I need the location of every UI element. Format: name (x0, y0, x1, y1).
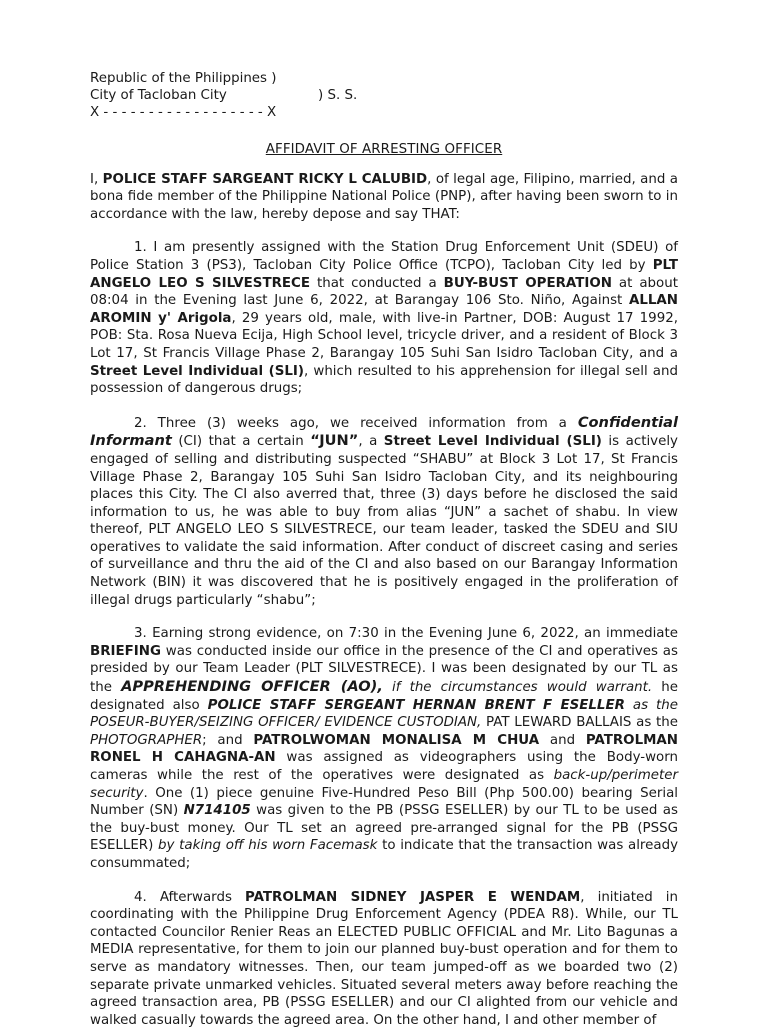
p3-text-q: . One (1) piece genuine Five-Hundred Peso Bill (Php 500.00) bearing Serial Number (SN) (90, 785, 678, 819)
p2-text-e: , a (358, 434, 384, 450)
caption-city-row (90, 87, 678, 104)
p2-text-a: 2. Three (3) weeks ago, we received information from a (134, 415, 578, 431)
affiant-name: POLICE STAFF SARGEANT RICKY L CALUBID (102, 171, 428, 187)
intro-text-a: I, (90, 171, 103, 187)
p2-alias: “JUN” (310, 432, 359, 450)
paragraph-2 (90, 414, 678, 610)
p3-text-k: ; and (202, 732, 254, 748)
p1-text-e: at about 08:04 in the Evening last June 6, 2022, at Barangay 106 Sto. Niño, Against (90, 275, 678, 309)
p3-text-c: was conducted inside our office in the presence of the CI and operatives as presided by our Team Leader (PLT SILVESTRECE). I was been designated by our TL as the (90, 643, 678, 696)
p3-videographer-1: PATROLWOMAN MONALISA M CHUA (253, 732, 540, 748)
p3-text-s: was given to the PB (PSSG ESELLER) by our TL to be used as the buy-bust money. Our TL set an agreed pre-arranged signal for the PB (PSSG ESELLER) (90, 803, 678, 854)
caption-city: City of Tacloban City (90, 88, 227, 103)
document-title: AFFIDAVIT OF ARRESTING OFFICER (265, 142, 503, 157)
intro-paragraph (90, 171, 678, 224)
p3-briefing: BRIEFING (90, 643, 161, 659)
paragraph-3 (90, 625, 678, 872)
p3-text-o: was assigned as videographers using the Body-worn cameras while the rest of the operatives were designated as (90, 750, 678, 783)
intro-text-c: , of legal age, Filipino, married, and a bona fide member of the Philippine National Police (PNP), after having been sworn to in accordance with the law, hereby depose and say THAT: (90, 171, 678, 222)
p1-operation: BUY-BUST OPERATION (443, 275, 612, 291)
p1-text-g: , 29 years old, male, with live-in Partner, DOB: August 17 1992, POB: Sta. Rosa Nueva Ecija, High School level, tricycle driver, and a resident of Block 3 Lot 17, St Francis Village Phase 2, Barangay 105 Suhi San Isidro Tacloban City, and a (90, 310, 678, 361)
paragraph-1 (90, 239, 678, 397)
p3-text-a: 3. Earning strong evidence, on 7:30 in the Evening June 6, 2022, an immediate (134, 626, 678, 642)
caption-ss: ) S. S. (318, 88, 358, 103)
p3-text-i: PAT LEWARD BALLAIS as the (481, 715, 678, 731)
paragraph-4 (90, 889, 678, 1029)
p3-text-e: if the circumstances would warrant. (382, 680, 653, 696)
document-caption (90, 70, 678, 121)
p4-text-a: 4. Afterwards (134, 889, 246, 905)
p3-text-f: he designated also (90, 680, 678, 713)
p3-photographer: PHOTOGRAPHER (90, 732, 203, 748)
p3-text-u: to indicate that the transaction was already consummated; (90, 838, 678, 871)
p4-officer: PATROLMAN SIDNEY JASPER E WENDAM (245, 889, 581, 905)
caption-republic: Republic of the Philippines ) (90, 71, 277, 86)
p1-team-leader: PLT ANGELO LEO S SILVESTRECE (90, 257, 678, 291)
p3-backup-role: back-up/perimeter security (90, 768, 678, 801)
p4-text-c: , initiated in coordinating with the Philippine Drug Enforcement Agency (PDEA R8). While, our TL contacted Councilor Renier Reas an ELECTED PUBLIC OFFICIAL and Mr. Lito Bagunas a MEDIA representative, for them to join our planned buy-bust operation and for them to serve as mandatory witnesses. Then, our team jumped-off as we boarded two (2) separate private unmarked vehicles. Situated several meters away before reaching the agreed transaction area, PB (PSSG ESELLER) and our CI alighted from our vehicle and walked casually towards the agreed area. On the other hand, I and other member of (90, 889, 678, 1028)
p3-role-pb: as the POSEUR-BUYER/SEIZING OFFICER/ EVIDENCE CUSTODIAN, (90, 697, 678, 731)
p2-text-c: (CI) that a certain (171, 434, 311, 450)
p3-ao-role: APPREHENDING OFFICER (AO), (121, 678, 383, 696)
p2-sli: Street Level Individual (SLI) (383, 434, 602, 450)
p3-signal: by taking off his worn Facemask (158, 838, 378, 854)
p1-text-c: that conducted a (310, 275, 444, 291)
caption-divider: X - - - - - - - - - - - - - - - - - - X (90, 105, 277, 120)
p3-videographer-2: PATROLMAN RONEL H CAHAGNA-AN (90, 732, 678, 766)
p1-suspect-name: ALLAN AROMIN y' Arigola (90, 293, 678, 326)
p3-serial-number: N714105 (183, 803, 251, 819)
p3-text-m: and (539, 732, 586, 748)
p1-sli: Street Level Individual (SLI) (90, 363, 304, 379)
p1-text-i: , which resulted to his apprehension for illegal sell and possession of dangerous drugs; (90, 363, 678, 397)
p2-informant: Confidential Informant (90, 413, 678, 450)
p2-text-g: is actively engaged of selling and distributing suspected “SHABU” at Block 3 Lot 17, St Francis Village Phase 2, Barangay 105 Suhi San Isidro Tacloban City, and its neighbouring places this City. The CI also averred that, three (3) days before he disclosed the said information to us, he was able to buy from alias “JUN” a sachet of shabu. In view thereof, PLT ANGELO LEO S SILVESTRECE, our team leader, tasked the SDEU and SIU operatives to validate the said information. After conduct of discreet casing and series of surveillance and thru the aid of the CI and also based on our Barangay Information Network (BIN) it was discovered that he is positively engaged in the proliferation of illegal drugs particularly “shabu”; (90, 434, 678, 608)
p1-text-a: 1. I am presently assigned with the Station Drug Enforcement Unit (SDEU) of Police Station 3 (PS3), Tacloban City Police Office (TCPO), Tacloban City led by (90, 240, 678, 273)
p3-poseur-buyer: POLICE STAFF SERGEANT HERNAN BRENT F ESELLER (207, 697, 625, 713)
